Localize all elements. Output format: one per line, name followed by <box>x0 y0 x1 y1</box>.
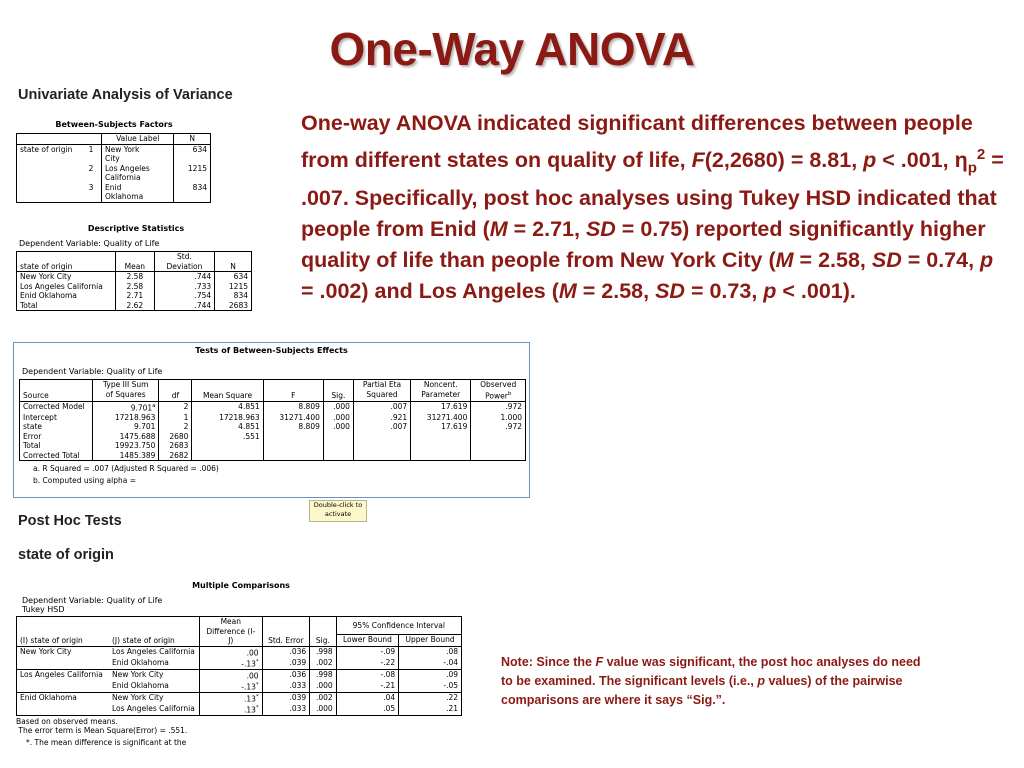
col-power: Power <box>485 391 508 400</box>
mc-caption: Multiple Comparisons <box>192 581 290 590</box>
table-row <box>17 646 462 658</box>
univariate-heading: Univariate Analysis of Variance <box>18 87 233 103</box>
cell: 8.809 <box>263 422 323 432</box>
cell: Enid Oklahoma <box>109 681 200 693</box>
cell: City <box>105 154 120 163</box>
text-run: < .001, η <box>876 148 968 173</box>
cell: 2683 <box>159 441 192 451</box>
cell: .033 <box>262 681 310 693</box>
cell: Enid Oklahoma <box>20 291 77 300</box>
cell: Los Angeles California <box>112 646 195 656</box>
col-md: J) <box>228 636 234 645</box>
cell: .972 <box>471 422 526 432</box>
cell: New York City <box>112 669 164 679</box>
cell: 1.000 <box>471 413 526 423</box>
cell: .007 <box>353 401 410 413</box>
cell: 17.619 <box>411 422 471 432</box>
descriptive-table <box>16 251 252 311</box>
cell: 2.71 <box>116 291 155 301</box>
col-n: N <box>215 252 252 272</box>
cell: Enid Oklahoma <box>109 658 200 670</box>
cell: Enid <box>105 182 122 192</box>
text-run: One-way ANOVA indicated significant differences between people from different states on quality of life, <box>301 111 973 173</box>
cell: .002 <box>310 658 337 670</box>
cell: 2.62 <box>116 301 155 311</box>
between-subjects-factors <box>16 120 212 203</box>
mc-footnote: *. The mean difference is significant at the <box>26 737 187 747</box>
table-row <box>17 681 462 693</box>
col-ss: of Squares <box>105 389 146 399</box>
cell: New York City <box>20 646 72 656</box>
cell: 2680 <box>159 432 192 442</box>
cell: 2 <box>159 422 192 432</box>
cell: .039 <box>262 692 310 704</box>
post-hoc-heading: Post Hoc Tests <box>18 513 122 529</box>
cell: .998 <box>310 669 337 681</box>
text-run: value was significant, the post hoc analyses do need to be examined. The significant levels (i.e., <box>501 655 921 688</box>
table-row <box>17 301 252 311</box>
cell: .036 <box>262 646 310 658</box>
cell: Error <box>23 431 42 441</box>
text-run: = .002) and Los Angeles ( <box>301 279 559 304</box>
col-noncent: Noncent. <box>423 380 458 389</box>
cell: .551 <box>192 432 263 442</box>
col-eta: Squared <box>366 389 398 399</box>
table-row <box>17 692 462 704</box>
text-run: p <box>763 279 777 304</box>
table-row <box>17 669 462 681</box>
state-heading: state of origin <box>18 547 114 563</box>
footnote-marker: b <box>507 390 512 397</box>
mc-footnote: Based on observed means. <box>16 716 118 726</box>
cell: 9.701 <box>130 403 153 412</box>
cell: state <box>23 422 42 431</box>
table-row <box>17 658 462 670</box>
table-row <box>17 291 252 301</box>
text-run: = .007. Specifically, post hoc analyses using Tukey HSD indicated that people from Enid ( <box>301 148 1004 242</box>
cell: 1215 <box>174 164 211 183</box>
cell: 17218.963 <box>192 413 263 423</box>
cell <box>17 658 110 670</box>
cell: -.04 <box>399 658 462 670</box>
text-run: SD <box>585 217 616 242</box>
text-run: = 0.75) reported significantly higher quality of life than people from New York City ( <box>301 217 986 273</box>
col-eta: Partial Eta <box>362 380 402 389</box>
text-run: SD <box>655 279 685 304</box>
text-run: Note: Since the <box>501 655 596 669</box>
cell: .744 <box>154 272 214 282</box>
cell: .998 <box>310 646 337 658</box>
cell: Total <box>23 441 41 450</box>
text-run: M <box>489 217 508 242</box>
cell: Los Angeles <box>105 163 150 173</box>
cell: Total <box>20 300 38 310</box>
table-row <box>17 183 211 203</box>
cell: 3 <box>88 182 94 192</box>
cell: 634 <box>215 272 252 282</box>
cell: Los Angeles California <box>20 669 103 679</box>
cell: 2 <box>88 163 94 173</box>
col-ss: Type III Sum <box>102 380 149 389</box>
col-power: Observed <box>480 380 517 389</box>
cell: .744 <box>154 301 214 311</box>
mc-footnote: The error term is Mean Square(Error) = .551. <box>16 725 188 735</box>
cell: Los Angeles California <box>20 281 103 291</box>
cell: 31271.400 <box>263 413 323 423</box>
table-row <box>20 432 526 442</box>
text-run: < .001). <box>776 279 856 304</box>
cell: 2.58 <box>116 282 155 292</box>
cell: New York <box>105 144 140 154</box>
cell <box>17 704 110 716</box>
cell: .09 <box>399 669 462 681</box>
cell: -.08 <box>336 669 399 681</box>
cell: -.09 <box>336 646 399 658</box>
cell: New York City <box>20 272 72 281</box>
cell: .13 <box>244 705 256 714</box>
text-run: F <box>691 148 705 173</box>
cell: -.13 <box>241 682 256 691</box>
cell: 834 <box>215 291 252 301</box>
cell: .000 <box>323 413 353 423</box>
descriptive-dv: Dependent Variable: Quality of Life <box>19 239 160 248</box>
cell: .972 <box>471 401 526 413</box>
table-row <box>17 164 211 183</box>
cell: .002 <box>310 692 337 704</box>
anova-table <box>19 379 526 461</box>
text-run: 2 <box>976 146 986 163</box>
descriptive-statistics <box>16 224 256 311</box>
col-mean: Mean <box>116 252 155 272</box>
col-sig: Sig. <box>310 617 337 647</box>
col-noncent: Parameter <box>421 389 461 399</box>
cell: 9.701 <box>93 422 159 432</box>
cell: -.21 <box>336 681 399 693</box>
mc-footnotes <box>16 717 466 747</box>
text-run: SD <box>871 248 902 273</box>
post-hoc-note <box>501 653 931 710</box>
footnote-marker: a <box>152 402 156 409</box>
col-source: Source <box>20 380 93 402</box>
cell: -.22 <box>336 658 399 670</box>
cell: 1 <box>159 413 192 423</box>
anova-dv: Dependent Variable: Quality of Life <box>22 367 163 376</box>
cell: 2682 <box>159 451 192 461</box>
table-row <box>20 451 526 461</box>
cell: 17.619 <box>411 401 471 413</box>
slide-title: One-Way ANOVA <box>329 23 695 75</box>
cell: California <box>105 173 141 182</box>
col-j: (J) state of origin <box>109 617 200 647</box>
cell: .039 <box>262 658 310 670</box>
cell: .033 <box>262 704 310 716</box>
cell <box>17 681 110 693</box>
col-df: df <box>159 380 192 402</box>
col-sd: Std. <box>177 252 192 261</box>
text-run: F <box>595 655 604 669</box>
cell: 19923.750 <box>93 441 159 451</box>
cell: .036 <box>262 669 310 681</box>
cell: 2 <box>159 401 192 413</box>
col-n: N <box>174 134 211 145</box>
col-md: Difference (I- <box>206 626 256 636</box>
text-run: (2,2680) = 8.81, <box>704 148 864 173</box>
text-run: p <box>863 148 877 173</box>
cell: .007 <box>353 422 410 432</box>
cell: Corrected Total <box>23 450 80 460</box>
cell: Oklahoma <box>105 192 144 201</box>
cell: 2.58 <box>116 272 155 282</box>
col-md: Mean <box>220 617 241 626</box>
row-label: state of origin <box>20 144 73 154</box>
col-ms: Mean Square <box>192 380 263 402</box>
table-row <box>17 282 252 292</box>
table-row <box>17 704 462 716</box>
cell: .754 <box>154 291 214 301</box>
activate-tooltip[interactable] <box>309 500 367 522</box>
cell: .22 <box>399 692 462 704</box>
cell: .000 <box>323 401 353 413</box>
cell: 17218.963 <box>93 413 159 423</box>
significance-marker: * <box>255 693 259 700</box>
anova-summary-text <box>301 108 1006 307</box>
col-sd: Deviation <box>166 261 203 271</box>
text-run: = 0.73, <box>684 279 764 304</box>
cell: 834 <box>174 183 211 203</box>
col-sig: Sig. <box>323 380 353 402</box>
text-run: = 2.58, <box>576 279 656 304</box>
cell: 2683 <box>215 301 252 311</box>
significance-marker: * <box>255 681 259 688</box>
anova-footnote-a: a. R Squared = .007 (Adjusted R Squared = .006) <box>33 464 219 473</box>
text-run: M <box>558 279 577 304</box>
cell: .000 <box>310 681 337 693</box>
multiple-comparisons <box>16 581 466 747</box>
mc-table <box>16 616 462 716</box>
between-subjects-caption: Between-Subjects Factors <box>55 120 173 129</box>
col-ci: 95% Confidence Interval <box>336 617 461 635</box>
descriptive-caption: Descriptive Statistics <box>87 224 185 233</box>
cell: -.05 <box>399 681 462 693</box>
cell: Los Angeles California <box>112 703 195 713</box>
cell: 31271.400 <box>411 413 471 423</box>
cell: .05 <box>336 704 399 716</box>
cell: .000 <box>310 704 337 716</box>
tooltip-line: activate <box>324 510 352 518</box>
cell: 634 <box>174 144 211 164</box>
col-state: state of origin <box>17 252 116 272</box>
cell: .000 <box>323 422 353 432</box>
cell: .00 <box>246 671 259 680</box>
cell: 1475.688 <box>93 432 159 442</box>
cell: 1485.389 <box>93 451 159 461</box>
table-row <box>17 272 252 282</box>
text-run: = 2.71, <box>507 217 586 242</box>
mc-dv: Dependent Variable: Quality of Life <box>22 596 163 605</box>
cell: .733 <box>154 282 214 292</box>
table-row <box>20 413 526 423</box>
cell: 4.851 <box>192 401 263 413</box>
text-run: = 2.58, <box>793 248 872 273</box>
text-run: = 0.74, <box>901 248 981 273</box>
cell: 4.851 <box>192 422 263 432</box>
text-run: M <box>775 248 794 273</box>
cell: 1215 <box>215 282 252 292</box>
col-f: F <box>263 380 323 402</box>
cell: 1 <box>88 144 94 154</box>
cell: .21 <box>399 704 462 716</box>
table-row <box>20 422 526 432</box>
between-subjects-table <box>16 133 211 203</box>
cell: Enid Oklahoma <box>20 692 77 702</box>
cell: Corrected Model <box>23 401 85 411</box>
table-row <box>17 144 211 164</box>
col-lower: Lower Bound <box>336 635 399 646</box>
anova-output-frame[interactable] <box>13 342 530 498</box>
cell: Intercept <box>23 412 57 422</box>
cell: .921 <box>353 413 410 423</box>
cell: New York City <box>112 692 164 702</box>
col-i: (I) state of origin <box>17 617 110 647</box>
significance-marker: * <box>255 658 259 665</box>
text-run: p <box>757 674 765 688</box>
col-se: Std. Error <box>262 617 310 647</box>
cell: -.13 <box>241 659 256 668</box>
cell: .08 <box>399 646 462 658</box>
table-row <box>20 401 526 413</box>
tooltip-line: Double-click to <box>313 501 363 509</box>
cell: .00 <box>246 648 259 657</box>
text-run: p <box>967 159 977 177</box>
text-run: p <box>980 248 994 273</box>
col-value-label: Value Label <box>102 134 174 145</box>
anova-caption: Tests of Between-Subjects Effects <box>195 346 348 355</box>
anova-footnote-b: b. Computed using alpha = <box>33 476 136 485</box>
cell: 8.809 <box>263 401 323 413</box>
cell: .13 <box>244 694 256 703</box>
table-row <box>20 441 526 451</box>
col-upper: Upper Bound <box>399 635 462 646</box>
mc-method: Tukey HSD <box>22 605 65 614</box>
text-run: values) of the pairwise comparisons are where it says “Sig.”. <box>501 674 903 707</box>
cell: .04 <box>336 692 399 704</box>
significance-marker: * <box>255 704 259 711</box>
